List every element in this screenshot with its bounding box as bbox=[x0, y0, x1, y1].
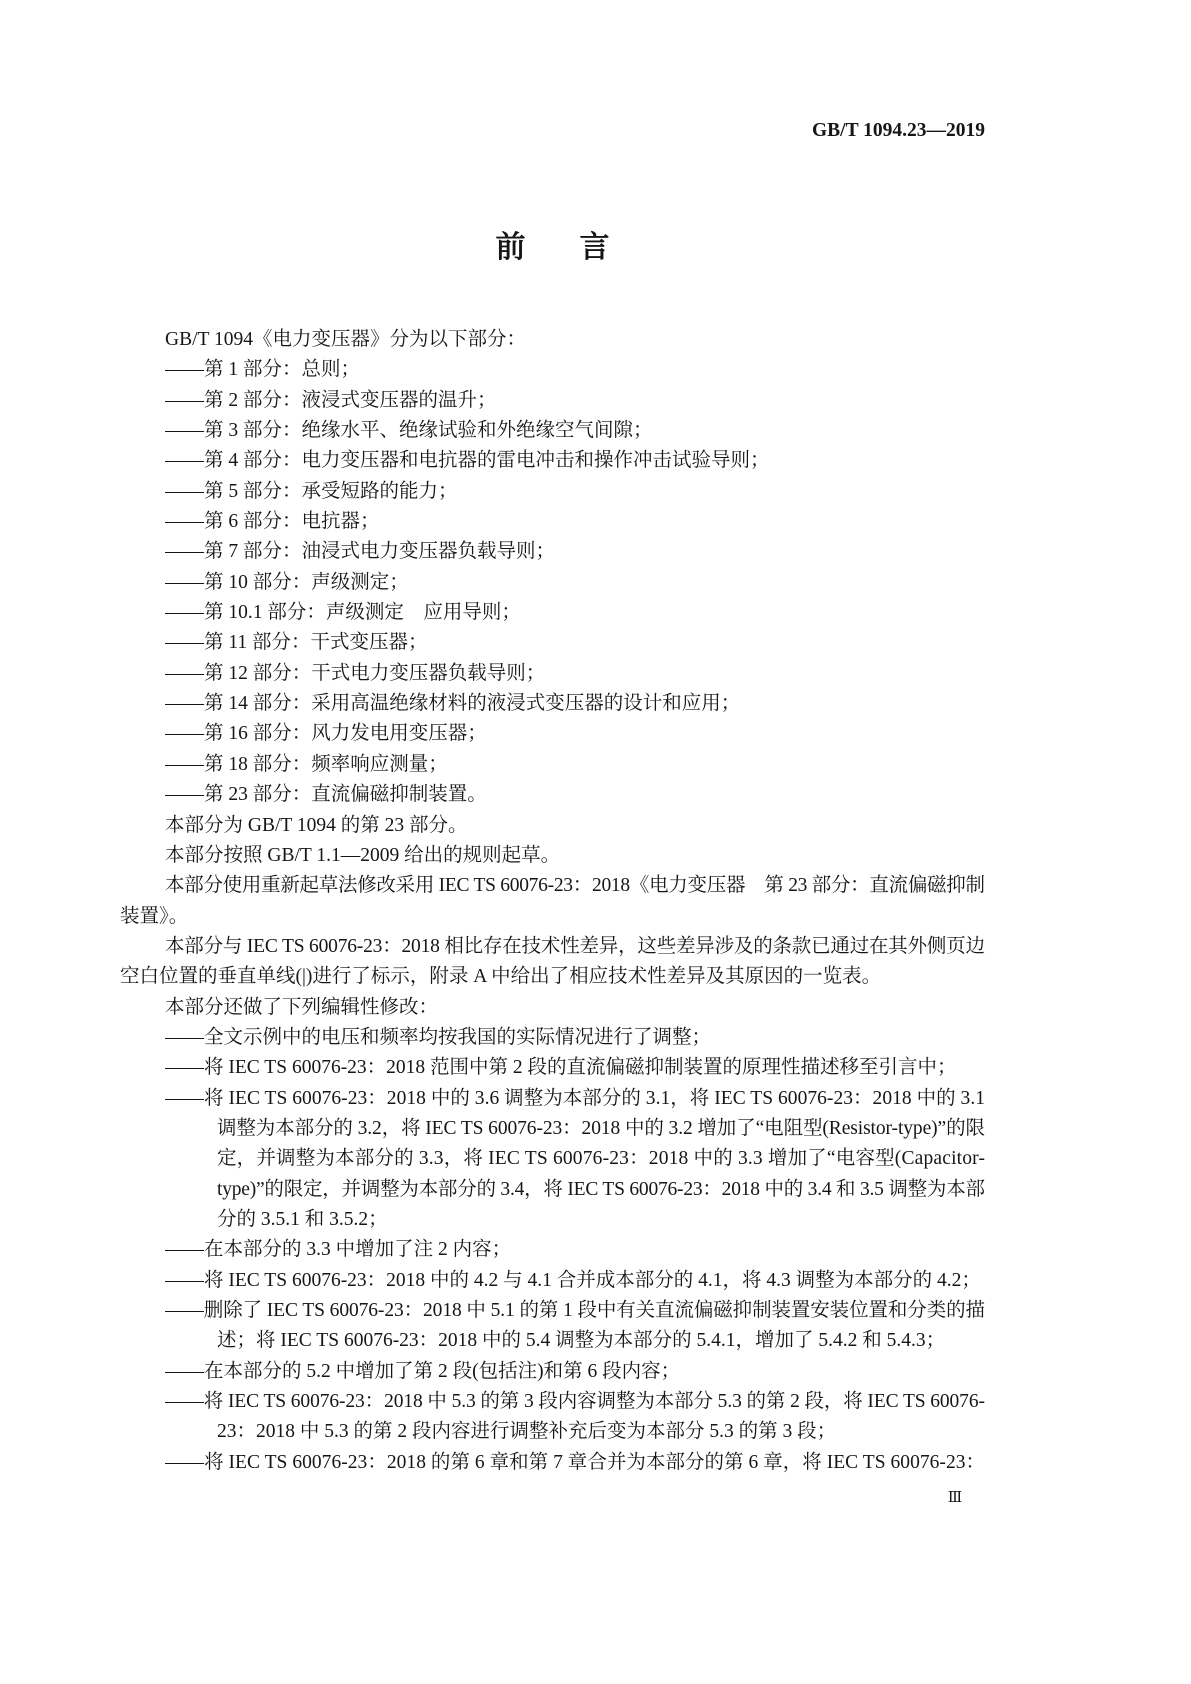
parts-list-item: ——第 2 部分：液浸式变压器的温升； bbox=[165, 389, 497, 411]
paragraph-line: 本部分与 IEC TS 60076-23：2018 相比存在技术性差异，这些差异涉及的条款已通过在其外侧页边 bbox=[165, 935, 985, 957]
parts-list-item: ——第 1 部分：总则； bbox=[165, 359, 361, 381]
editorial-change-item bbox=[120, 1084, 985, 1236]
parts-list-item: ——第 10 部分：声级测定； bbox=[165, 571, 409, 593]
parts-list-item: ——第 23 部分：直流偏磁抑制装置。 bbox=[165, 784, 487, 806]
parts-list-item: ——第 14 部分：采用高温绝缘材料的液浸式变压器的设计和应用； bbox=[165, 693, 741, 715]
editorial-changes-list bbox=[120, 1023, 985, 1478]
editorial-change-item bbox=[120, 1023, 985, 1053]
parts-list-item: ——第 16 部分：风力发电用变压器； bbox=[165, 723, 487, 745]
list-item-line: ——将 IEC TS 60076-23：2018 中的 3.6 调整为本部分的 3.1，将 IEC TS 60076-23：2018 中的 3.1 bbox=[165, 1087, 985, 1109]
list-item-line: type)”的限定，并调整为本部分的 3.4，将 IEC TS 60076-23：2018 中的 3.4 和 3.5 调整为本部 bbox=[217, 1178, 985, 1200]
technical-differences-paragraph bbox=[120, 932, 985, 993]
parts-list-item: ——第 7 部分：油浸式电力变压器负载导则； bbox=[165, 541, 556, 563]
list-item-line: 调整为本部分的 3.2，将 IEC TS 60076-23：2018 中的 3.2 增加了“电阻型(Resistor-type)”的限 bbox=[217, 1117, 985, 1139]
list-item-line: ——全文示例中的电压和频率均按我国的实际情况进行了调整； bbox=[165, 1026, 712, 1048]
page-title: 前 言 bbox=[495, 230, 622, 265]
parts-intro: GB/T 1094《电力变压器》分为以下部分： bbox=[165, 329, 526, 350]
list-item-line: 定，并调整为本部分的 3.3，将 IEC TS 60076-23：2018 中的 3.3 增加了“电容型(Capacitor- bbox=[217, 1148, 985, 1170]
editorial-change-item bbox=[120, 1296, 985, 1357]
adoption-paragraph bbox=[120, 871, 985, 932]
parts-list bbox=[120, 355, 985, 810]
list-item-line: ——删除了 IEC TS 60076-23：2018 中 5.1 的第 1 段中有关直流偏磁抑制装置安装位置和分类的描 bbox=[165, 1300, 985, 1321]
list-item-line: ——在本部分的 5.2 中增加了第 2 段(包括注)和第 6 段内容； bbox=[165, 1360, 681, 1382]
editorial-change-item bbox=[120, 1053, 985, 1083]
parts-list-item: ——第 5 部分：承受短路的能力； bbox=[165, 480, 458, 502]
list-item-line: ——将 IEC TS 60076-23：2018 中 5.3 的第 3 段内容调整为本部分 5.3 的第 2 段，将 IEC TS 60076- bbox=[165, 1391, 985, 1413]
standard-number: GB/T 1094.23—2019 bbox=[812, 120, 985, 141]
parts-list-item: ——第 18 部分：频率响应测量； bbox=[165, 753, 448, 775]
parts-list-item: ——第 4 部分：电力变压器和电抗器的雷电冲击和操作冲击试验导则； bbox=[165, 450, 770, 472]
paragraph-line: 本部分使用重新起草法修改采用 IEC TS 60076-23：2018《电力变压器 第 23 部分：直流偏磁抑制 bbox=[165, 875, 985, 897]
list-item-line: 分的 3.5.1 和 3.5.2； bbox=[217, 1208, 388, 1230]
list-item-line: ——将 IEC TS 60076-23：2018 的第 6 章和第 7 章合并为本部分的第 6 章，将 IEC TS 60076-23： bbox=[165, 1451, 985, 1473]
paragraph-line: 空白位置的垂直单线(|)进行了标示，附录 A 中给出了相应技术性差异及其原因的一览表。 bbox=[120, 966, 882, 988]
list-item-line: 述；将 IEC TS 60076-23：2018 中的 5.4 调整为本部分的 5.4.1，增加了 5.4.2 和 5.4.3； bbox=[217, 1330, 946, 1352]
list-item-line: ——将 IEC TS 60076-23：2018 中的 4.2 与 4.1 合并成本部分的 4.1，将 4.3 调整为本部分的 4.2； bbox=[165, 1269, 981, 1291]
drafting-rule: 本部分按照 GB/T 1.1—2009 给出的规则起草。 bbox=[165, 844, 561, 866]
paragraph-line: 装置》。 bbox=[120, 905, 189, 927]
editorial-change-item bbox=[120, 1387, 985, 1448]
editorial-intro: 本部分还做了下列编辑性修改： bbox=[165, 996, 439, 1018]
editorial-change-item bbox=[120, 1235, 985, 1265]
parts-list-item: ——第 10.1 部分：声级测定 应用导则； bbox=[165, 602, 521, 624]
page-number: Ⅲ bbox=[947, 1488, 963, 1506]
list-item-line: ——在本部分的 3.3 中增加了注 2 内容； bbox=[165, 1239, 512, 1261]
parts-list-item: ——第 11 部分：干式变压器； bbox=[165, 632, 428, 654]
preface-body bbox=[120, 325, 985, 1478]
list-item-line: 23：2018 中 5.3 的第 2 段内容进行调整补充后变为本部分 5.3 的第 3 段； bbox=[217, 1421, 837, 1443]
parts-list-item: ——第 6 部分：电抗器； bbox=[165, 511, 380, 533]
editorial-change-item bbox=[120, 1448, 985, 1478]
editorial-change-item bbox=[120, 1266, 985, 1296]
parts-list-item: ——第 3 部分：绝缘水平、绝缘试验和外绝缘空气间隙； bbox=[165, 420, 653, 442]
parts-list-item: ——第 12 部分：干式电力变压器负载导则； bbox=[165, 662, 546, 684]
editorial-change-item bbox=[120, 1357, 985, 1387]
list-item-line: ——将 IEC TS 60076-23：2018 范围中第 2 段的直流偏磁抑制装置的原理性描述移至引言中； bbox=[165, 1057, 957, 1079]
part-statement: 本部分为 GB/T 1094 的第 23 部分。 bbox=[165, 814, 468, 836]
